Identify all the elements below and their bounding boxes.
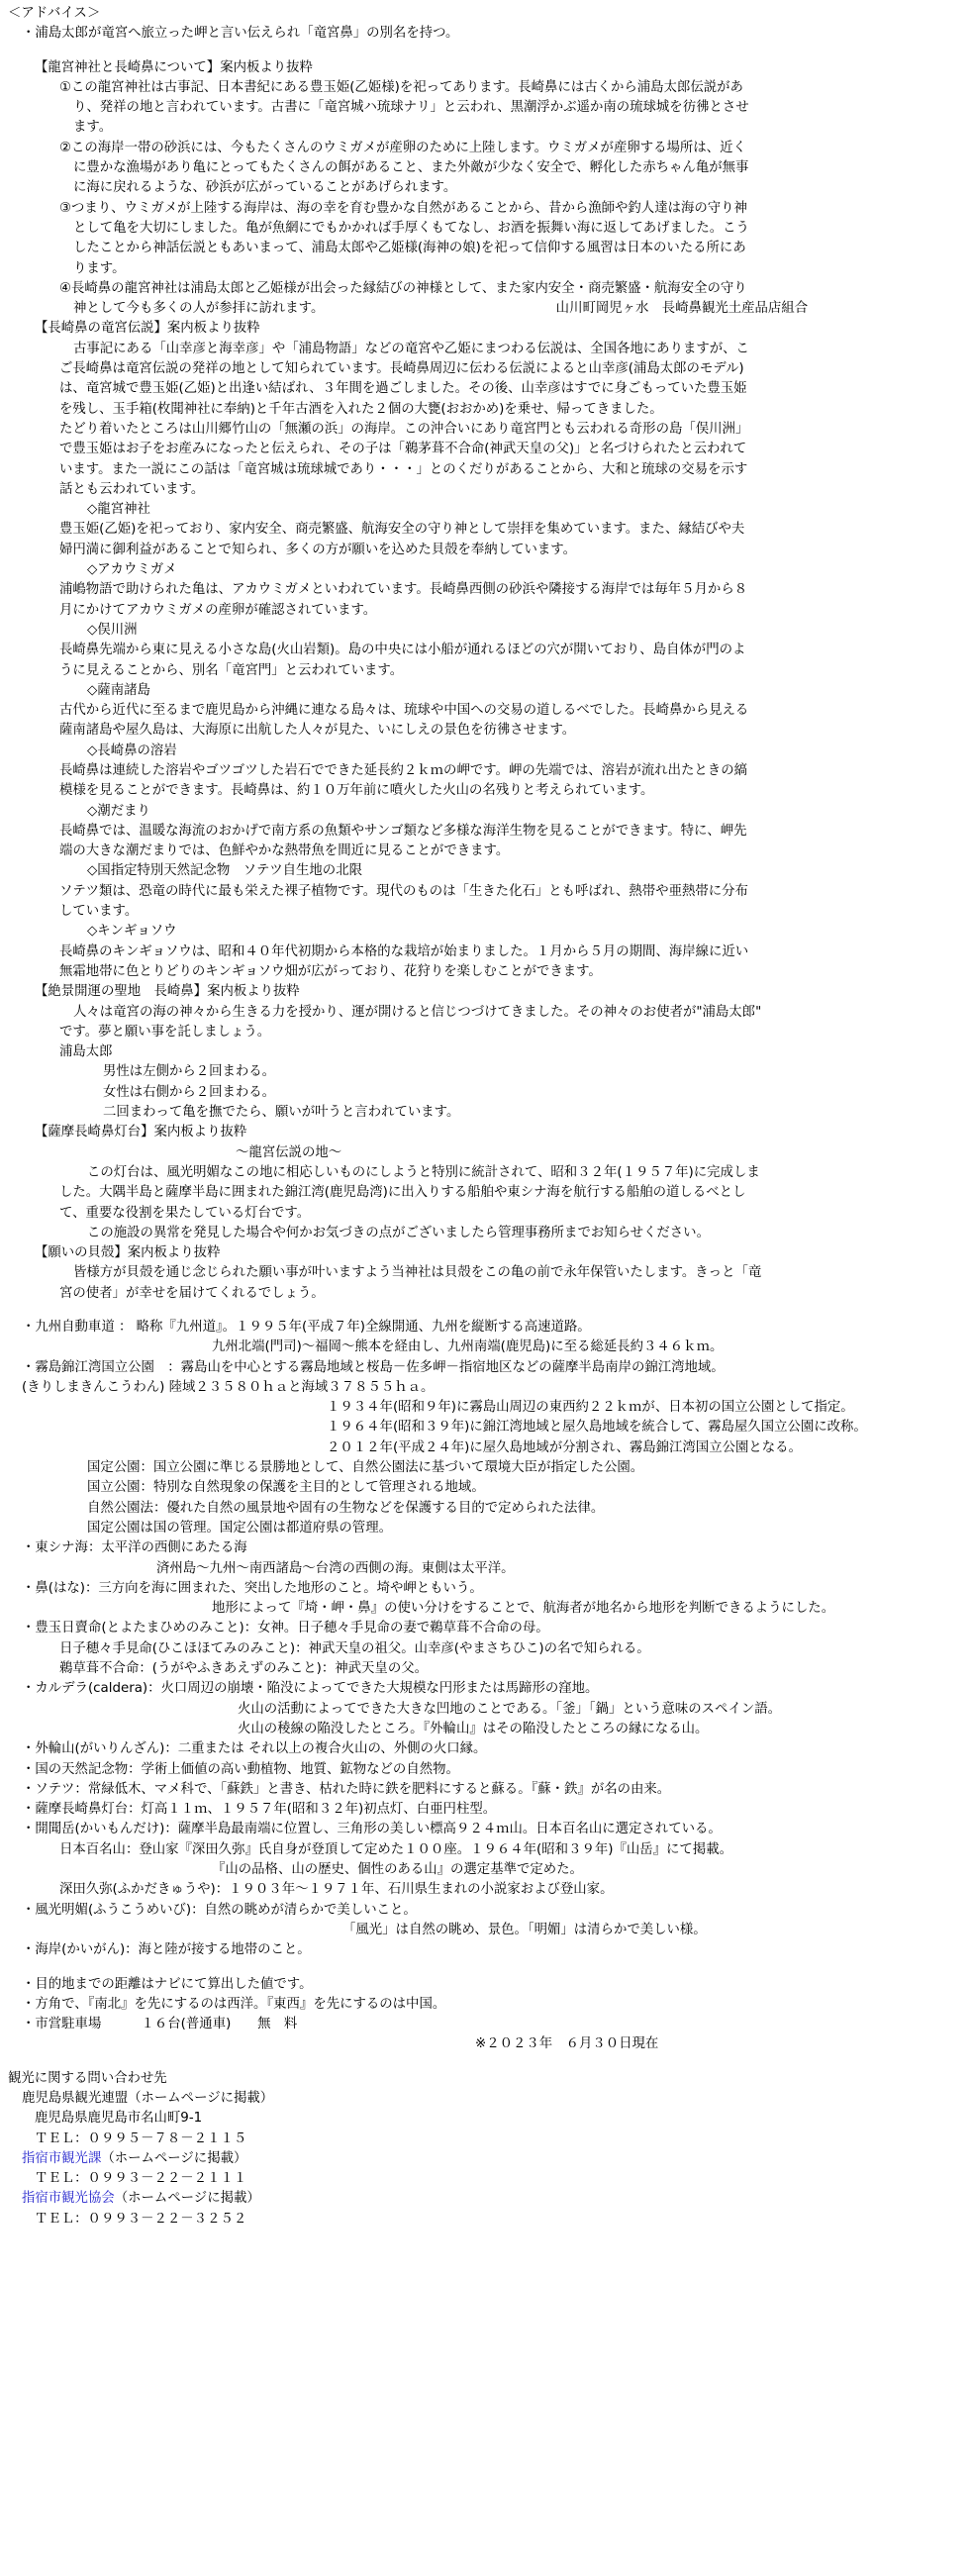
text-line: ②この海岸一帯の砂浜には、今もたくさんのウミガメが産卵のために上陸します。ウミガメが産卵する場所は、近く: [59, 140, 746, 155]
text-line: 【薩摩長崎鼻灯台】案内板より抜粋: [35, 1125, 247, 1140]
office-link-note: （ホームページに掲載）: [101, 2150, 247, 2166]
text-line: ソテツ類は、恐竜の時代に最も栄えた裸子植物です。現代のものは「生きた化石」とも呼ばれ、熱帯や亜熱帯に分布: [59, 883, 748, 899]
text-line: 『山の品格、山の歴史、個性のある山』の選定基準で定めた。: [212, 1862, 583, 1878]
text-line: ③つまり、ウミガメが上陸する海岸は、海の幸を育む豊かな自然があることから、昔から漁師や釣人達は海の守り神: [59, 200, 747, 216]
text-line: ２０１２年(平成２４年)に屋久島地域が分割され、霧島錦江湾国立公園となる。: [327, 1439, 802, 1455]
text-line: 話とも云われています。: [59, 481, 205, 497]
text-line: 「風光」は自然の眺め、景色。「明媚」は清らかで美しい様。: [342, 1922, 707, 1937]
text-line: 自然公園法：優れた自然の風景地や固有の生物などを保護する目的で定められた法律。: [87, 1500, 605, 1516]
text-line: ＴＥＬ：０９９５－７８－２１１５: [35, 2130, 247, 2146]
section-gap: [8, 45, 964, 58]
text-line: は、竜宮城で豊玉姫(乙姫)と出逢い結ばれ、３年間を過ごしました。その後、山幸彦はすでに身ごもっていた豊玉姫: [59, 381, 747, 397]
text-line: ◇薩南諸島: [87, 682, 150, 698]
office-link-note: （ホームページに掲載）: [114, 2191, 260, 2207]
text-line: ・市営駐車場 １６台(普通車) 無 料: [22, 2017, 298, 2032]
office-link[interactable]: 指宿市観光協会: [22, 2191, 115, 2207]
text-line: ・海岸(かいがん)：海と陸が接する地帯のこと。: [22, 1942, 311, 1958]
text-line: 人々は竜宮の海の神々から生きる力を授かり、運が開けると信じつづけてきました。その神々のお使者が"浦島太郎": [73, 1004, 762, 1020]
text-line: (きりしまきんこうわん) 陸域２３５８０ｈａと海域３７８５５ｈａ。: [22, 1379, 435, 1395]
text-line: 豊玉姫(乙姫)を祀っており、家内安全、商売繁盛、航海安全の守り神として崇拝を集めています。また、縁結びや夫: [59, 522, 745, 538]
text-line: ④長崎鼻の龍宮神社は浦島太郎と乙姫様が出会った縁結びの神様として、また家内安全・商売繁盛・航海安全の守り: [59, 280, 747, 296]
text-line: 女性は右側から２回まわる。: [103, 1084, 276, 1100]
text-line: 宮の使者」が幸せを届けてくれるでしょう。: [59, 1285, 325, 1301]
text-line: 模様を見ることができます。長崎鼻は、約１０万年前に噴火した火山の名残りと考えられています。: [59, 783, 654, 799]
text-line: 日本百名山：登山家『深田久弥』氏自身が登頂して定めた１００座。１９６４年(昭和３９年)『山岳』にて掲載。: [59, 1841, 732, 1857]
text-line: 国定公園：国立公園に準じる景勝地として、自然公園法に基づいて環境大臣が指定した公園。: [87, 1460, 644, 1476]
text-line: として亀を大切にしました。亀が魚網にでもかかれば手厚くもてなし、お酒を振舞い海に返してあげました。こう: [73, 220, 749, 236]
office-link[interactable]: 指宿市観光課: [22, 2150, 102, 2166]
text-line: 無霜地帯に色とりどりのキンギョソウ畑が広がっており、花狩りを楽しむことができます。: [59, 963, 602, 979]
text-line: ・方角で、『南北』を先にするのは西洋。『東西』を先にするのは中国。: [22, 1996, 446, 2012]
text-line: ※２０２３年 ６月３０日現在: [475, 2036, 659, 2052]
text-line: 古代から近代に至るまで鹿児島から沖縄に連なる島々は、琉球や中国への交易の道しるべでした。長崎鼻から見える: [59, 703, 749, 719]
text-line: 深田久弥(ふかだきゅうや)：１９０３年～１９７１年、石川県生まれの小説家および登山家。: [59, 1882, 614, 1898]
text-line: 鵜草葺不合命：(うがやふきあえずのみこと)：神武天皇の父。: [59, 1661, 428, 1677]
text-line: ・ソテツ：常緑低木、マメ科で、「蘇鉄」と書き、枯れた時に鉄を肥料にすると蘇る。『蘇・鉄』が名の由来。: [22, 1781, 671, 1797]
text-line: 長崎鼻では、温暖な海流のおかげで南方系の魚類やサンゴ類など多様な海洋生物を見ることができます。特に、岬先: [59, 823, 747, 839]
text-line: 鹿児島県観光連盟（ホームページに掲載）: [22, 2090, 274, 2106]
text-line: [8, 2149, 964, 2169]
text-line: ＜アドバイス＞: [8, 6, 101, 21]
text-line: ◇国指定特別天然記念物 ソテツ自生地の北限: [87, 863, 362, 879]
text-line: ます。: [73, 120, 113, 136]
text-line: 端の大きな潮だまりでは、色鮮やかな熱帯魚を間近に見ることができます。: [59, 843, 510, 859]
text-line: に豊かな漁場があり亀にとってもたくさんの餌があること、また外敵が少なく安全で、孵化した赤ちゃん亀が無事: [73, 160, 749, 176]
text-line: ・外輪山(がいりんざん)：二重または それ以上の複合火山の、外側の火口縁。: [22, 1741, 487, 1757]
text-line: １９６４年(昭和３９年)に錦江湾地域と屋久島地域を統合して、霧島屋久国立公園に改称。: [327, 1420, 867, 1436]
section-gap: [8, 1961, 964, 1975]
text-line: 火山の稜線の陥没したところ。『外輪山』はその陥没したところの縁になる山。: [238, 1721, 709, 1736]
text-line: 浦島太郎: [59, 1044, 113, 1060]
text-line: ・鼻(はな)：三方向を海に囲まれた、突出した地形のこと。埼や岬ともいう。: [22, 1580, 483, 1596]
text-line: 【龍宮神社と長崎鼻について】案内板より抜粋: [35, 59, 313, 75]
text-line: 長崎鼻のキンギョソウは、昭和４０年代初期から本格的な栽培が始まりました。１月から５月の期間、海岸線に近い: [59, 943, 749, 959]
text-line: います。また一説にこの話は「竜宮城は琉球城であり・・・」とのくだりがあることから、大和と琉球の交易を示す: [59, 461, 748, 477]
text-line: ～龍宮伝説の地～: [236, 1144, 342, 1160]
text-line: この灯台は、風光明媚なこの地に相応しいものにしようと特別に統計されて、昭和３２年(１９５７年)に完成しま: [87, 1164, 760, 1180]
text-line: しています。: [59, 904, 139, 920]
text-line: 婦円満に御利益があることで知られ、多くの方が願いを込めた貝殻を奉納しています。: [59, 542, 576, 557]
text-line: ◇潮だまり: [87, 803, 150, 819]
text-line: ・浦島太郎が竜宮へ旅立った岬と言い伝えられ「竜宮鼻」の別名を持つ。: [22, 26, 459, 42]
text-line: 月にかけてアカウミガメの産卵が確認されています。: [59, 602, 377, 618]
text-line: ご長崎鼻は竜宮伝説の発祥の地として知られています。長崎鼻周辺に伝わる伝説によると山幸彦(浦島太郎のモデル): [59, 361, 744, 377]
text-line: この施設の異常を発見した場合や何かお気づきの点がございましたら管理事務所までお知らせください。: [87, 1225, 710, 1240]
text-line: 【絶景開運の聖地 長崎鼻】案内板より抜粋: [35, 984, 300, 1000]
text-line: ・東シナ海：太平洋の西側にあたる海: [22, 1540, 247, 1556]
text-line: ・開聞岳(かいもんだけ)：薩摩半島最南端に位置し、三角形の美しい標高９２４ｍ山。日本百名山に選定されている。: [22, 1822, 722, 1837]
text-line: したことから神話伝説ともあいまって、浦島太郎や乙姫様(海神の娘)を祀って信仰する風習は日本のいたる所にあ: [73, 241, 746, 256]
section-gap: [8, 1304, 964, 1318]
text-line: 日子穂々手見命(ひこほほてみのみこと)：神武天皇の祖父。山幸彦(やまさちひこ)の名で知られる。: [59, 1640, 650, 1656]
text-line: 九州北端(門司)～福岡～熊本を経由し、九州南端(鹿児島)に至る総延長約３４６ｋｍ。: [212, 1339, 724, 1355]
text-line: ・カルデラ(caldera)：火口周辺の崩壊・陥没によってできた大規模な円形または馬蹄形の窪地。: [22, 1681, 599, 1697]
text-line: 地形によって『埼・岬・鼻』の使い分けをすることで、航海者が地名から地形を判断できるようにした。: [212, 1601, 835, 1617]
text-line: 皆様方が貝殻を通じ念じられた願い事が叶いますよう当神社は貝殻をこの亀の前で永年保管いたします。きっと「竜: [73, 1265, 762, 1281]
text-line: ＴＥＬ：０９９３－２２－２１１１: [35, 2171, 247, 2187]
text-line: で豊玉姫はお子をお産みになったと伝えられ、その子は「鵜茅葺不合命(神武天皇の父)」と名づけられたと云われて: [59, 442, 747, 457]
text-line: ①この龍宮神社は古事記、日本書紀にある豊玉姫(乙姫様)を祀ってあります。長崎鼻には古くから浦島太郎伝説があ: [59, 79, 743, 95]
text-line: ・風光明媚(ふうこうめいび)：自然の眺めが清らかで美しいこと。: [22, 1902, 417, 1918]
text-line: した。大隅半島と薩摩半島に囲まれた錦江湾(鹿児島湾)に出入りする船舶や東シナ海を航行する船舶の道しるべとし: [59, 1185, 746, 1201]
text-line: ・薩摩長崎鼻灯台：灯高１１ｍ、１９５７年(昭和３２年)初点灯、白亜円柱型。: [22, 1802, 497, 1818]
text-line: ◇龍宮神社: [87, 502, 150, 518]
text-line: ◇俣川洲: [87, 622, 138, 638]
text-line: ・国の天然記念物：学術上価値の高い動植物、地質、鉱物などの自然物。: [22, 1761, 459, 1777]
text-line: 国定公園は国の管理。国定公園は都道府県の管理。: [87, 1520, 392, 1536]
text-line: 【長崎鼻の竜宮伝説】案内板より抜粋: [35, 321, 260, 337]
text-line: 済州島～九州～南西諸島～台湾の西側の海。東側は太平洋。: [156, 1560, 515, 1576]
text-line: 古事記にある「山幸彦と海幸彦」や「浦島物語」などの竜宮や乙姫にまつわる伝説は、全国各地にありますが、こ: [73, 341, 749, 356]
text-line: 薩南諸島や屋久島は、大海原に出航した人々が見た、いにしえの景色を彷彿させます。: [59, 723, 576, 739]
advice-document: [8, 4, 964, 2229]
text-line: 男性は左側から２回まわる。: [103, 1064, 276, 1080]
text-line: 国立公園：特別な自然現象の保護を主目的として管理される地域。: [87, 1480, 485, 1496]
text-line: 浦嶋物語で助けられた亀は、アカウミガメといわれています。長崎鼻西側の砂浜や隣接する海岸では毎年５月から８: [59, 582, 748, 598]
text-line: ・豊玉日賣命(とよたまひめのみこと)：女神。日子穂々手見命の妻で鵜草葺不合命の母。: [22, 1621, 549, 1636]
text-line: 鹿児島県鹿児島市名山町9-1: [35, 2111, 203, 2127]
text-line: 長崎鼻先端から東に見える小さな島(火山岩類)。島の中央には小船が通れるほどの穴が開いており、島自体が門のよ: [59, 643, 746, 658]
text-line: 【願いの貝殻】案内板より抜粋: [35, 1245, 221, 1261]
text-line: 二回まわって亀を撫でたら、願いが叶うと言われています。: [103, 1105, 460, 1121]
text-line: ◇長崎鼻の溶岩: [87, 743, 177, 758]
text-line: ・目的地までの距離はナビにて算出した値です。: [22, 1976, 313, 1992]
text-line: です。夢と願い事を託しましょう。: [59, 1024, 271, 1040]
text-line: ◇キンギョソウ: [87, 924, 177, 940]
text-line: 神として今も多くの人が参拝に訪れます。 山川町岡児ヶ水 長崎鼻観光土産品店組合: [73, 301, 809, 317]
text-line: り、発祥の地と言われています。古書に「竜宮城ハ琉球ナリ」と云われ、黒潮浮かぶ遥か南の琉球城を彷彿とさせ: [73, 100, 749, 116]
text-line: ＴＥＬ：０９９３－２２－３２５２: [35, 2211, 247, 2227]
text-line: ・九州自動車道 ： 略称『九州道』。１９９５年(平成７年)全線開通、九州を縦断する高速道路。: [22, 1320, 591, 1335]
text-line: に海に戻れるような、砂浜が広がっていることがあげられます。: [73, 180, 457, 196]
text-line: １９３４年(昭和９年)に霧島山周辺の東西約２２ｋｍが、日本初の国立公園として指定。: [327, 1400, 854, 1416]
text-line: うに見えることから、別名「竜宮門」と云われています。: [59, 662, 404, 678]
text-line: を残し、玉手箱(枚聞神社に奉納)と千年古酒を入れた２個の大甕(おおかめ)を乗せ、帰ってきました。: [59, 401, 663, 417]
text-line: ります。: [73, 260, 126, 276]
text-line: [8, 2189, 964, 2209]
text-line: 観光に関する問い合わせ先: [8, 2070, 167, 2086]
text-line: 火山の活動によってできた大きな凹地のことである。「釜」「鍋」という意味のスペイン語。: [238, 1701, 782, 1717]
text-line: ◇アカウミガメ: [87, 562, 177, 578]
text-line: たどり着いたところは山川郷竹山の「無瀬の浜」の海岸。この沖合いにあり竜宮門とも云われる奇形の島「俣川洲」: [59, 421, 749, 437]
section-gap: [8, 2055, 964, 2069]
text-line: 長崎鼻は連続した溶岩やゴツゴツした岩石でできた延長約２ｋｍの岬です。岬の先端では、溶岩が流れ出たときの縞: [59, 762, 747, 778]
text-line: ・霧島錦江湾国立公園 ：霧島山を中心とする霧島地域と桜島－佐多岬－指宿地区などの薩摩半島南岸の錦江湾地域。: [22, 1359, 725, 1375]
text-line: て、重要な役割を果たしている灯台です。: [59, 1205, 311, 1221]
